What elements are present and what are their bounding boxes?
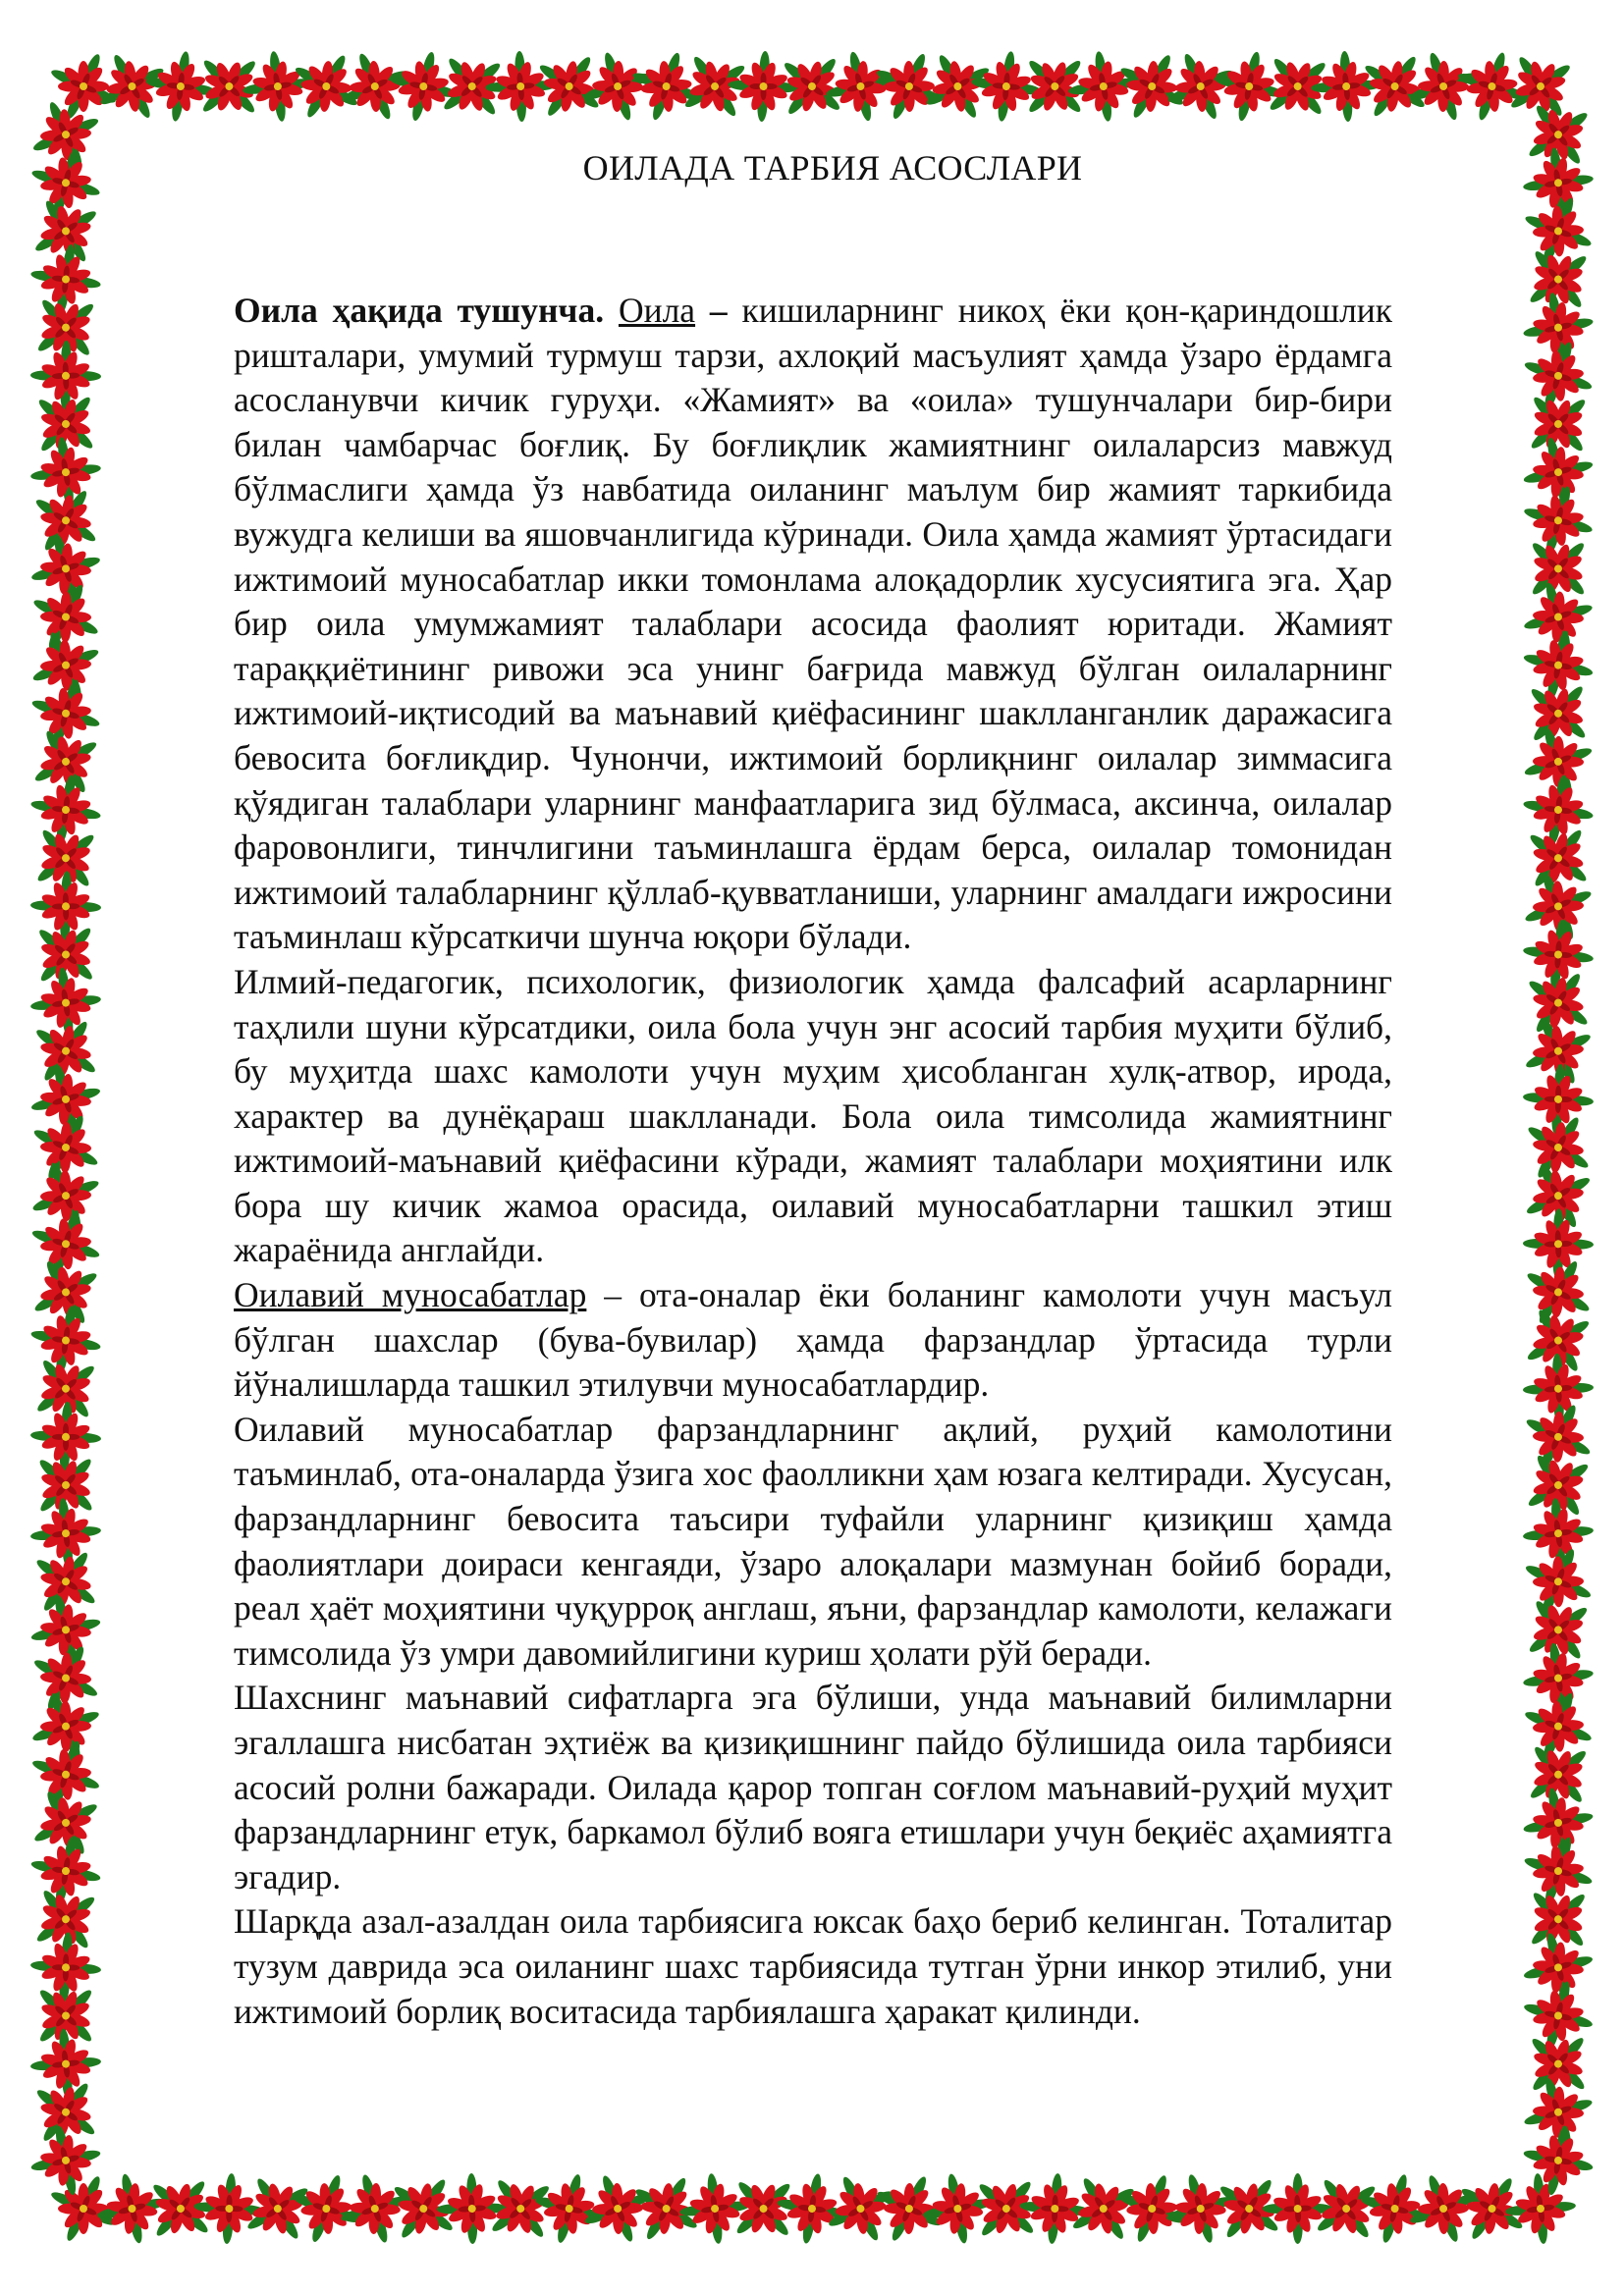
- paragraph-3-text: – ота-оналар ёки боланинг камолоти учун масъул бўлган шахслар (бува-бувилар) ҳамда фарзандлар ўртасида турли йўналишларда ташкил этилувчи муносабатлардир.: [234, 1275, 1392, 1405]
- page-title: ОИЛАДА ТАРБИЯ АСОСЛАРИ: [582, 148, 1083, 187]
- border-bottom: [49, 2161, 1587, 2257]
- poinsettia-flower: [49, 2174, 117, 2242]
- paragraph-1: [234, 289, 1392, 960]
- border-right: [1510, 88, 1606, 2202]
- paragraph-2: Илмий-педагогик, психологик, физиологик ҳамда фалсафий асарларнинг таҳлили шуни кўрсатдики, оила бола учун энг асосий тарбия муҳити бўлиб, бу муҳитда шахс камолоти учун муҳим ҳисобланган хулқ-атвор, ирода, характер ва дунёқараш шаклланади. Бола оила тимсолида жамиятнинг ижтимоий-маънавий қиёфасини кўради, жамият талаблари моҳиятини илк бора шу кичик жамоа орасида, оилавий муносабатларни ташкил этиш жараёнида англайди.: [234, 961, 1392, 1270]
- dash: –: [695, 291, 742, 330]
- border-left: [18, 86, 114, 2208]
- poinsettia-flower: [1522, 195, 1594, 267]
- poinsettia-flower: [22, 1923, 110, 2011]
- term-oila: Оила: [618, 291, 696, 330]
- paragraph-1-text: кишиларнинг никоҳ ёки қон-қариндошлик ришталари, умумий турмуш тарзи, ахлоқий масъулият ҳамда ўзаро ёрдамга асосланувчи кичик гуруҳи. «Жамият» ва «оила» тушунчалари бир-бири билан чамбарчас боғлиқ. Бу боғлиқлик жамиятнинг оилаларсиз мавжуд бўлмаслиги ҳамда ўз навбатида оиланинг маълум бир жамият таркибида вужудга келиши ва яшовчанлигида кўринади. Оила ҳамда жамият ўртасидаги ижтимоий муносабатлар икки томонлама алоқадорлик хусусиятига эга. Ҳар бир оила умумжамият талаблари асосида фаолият юритади. Жамият тараққиётининг ривожи эса унинг бағрида мавжуд бўлган оилаларнинг ижтимоий-иқтисодий ва маънавий қиёфасининг шаклланганлик даражасига бевосита боғлиқдир. Чунончи, ижтимоий борлиқнинг оилалар зиммасига қўядиган талаблари уларнинг манфаатларига зид бўлмаса, аксинча, оилалар фаровонлиги, тинчлигини таъминлашга ёрдам берса, оилалар томонидан ижтимоий талабларнинг қўллаб-қувватланиши, уларнинг амалдаги ижросини таъминлаш кўрсаткичи шунча юқори бўлади.: [234, 291, 1393, 957]
- paragraph-4: Оилавий муносабатлар фарзандларнинг ақлий, руҳий камолотини таъминлаб, ота-оналарда ўзига хос фаолликни ҳам юзага келтиради. Хусусан, фарзандларнинг бевосита таъсири туфайли уларнинг қизиқиш ҳамда фаолиятлари доираси кенгаяди, ўзаро алоқалари мазмунан бойиб боради, реал ҳаёт моҳиятини чуқурроқ англаш, яъни, фарзандлар камолоти, келажаги тимсолида ўз умри давомийлигини куриш ҳолати рўй беради.: [234, 1409, 1392, 1673]
- poinsettia-flower: [1524, 1547, 1594, 1617]
- poinsettia-flower: [875, 52, 945, 122]
- paragraph-3: [234, 1273, 1392, 1408]
- poinsettia-flower: [22, 1393, 110, 1481]
- term-family-relations: Оилавий муносабатлар: [234, 1275, 587, 1315]
- border-top: [49, 38, 1587, 134]
- paragraph-5: Шахснинг маънавий сифатларга эга бўлиши, унда маънавий билимларни эгаллашга нисбатан эҳтиёж ва қизиқишнинг пайдо бўлишида оила тарбияси асосий ролни бажаради. Оилада қарор топган соғлом маънавий-руҳий муҳит фарзандларнинг етук, баркамол бўлиб вояга етишлари учун беқиёс аҳамиятга эгадир.: [234, 1678, 1392, 1896]
- poinsettia-flower: [1523, 1402, 1594, 1472]
- document-body: [234, 147, 1392, 2034]
- poinsettia-flower: [21, 862, 110, 951]
- paragraph-6: Шарқда азал-азалдан оила тарбиясига юксак баҳо бериб келинган. Тоталитар тузум даврида эса оиланинг шахс тарбиясида тутган ўрни инкор этилиб, уни ижтимоий борлиқ воситасида тарбиялашга ҳаракат қилинди.: [234, 1901, 1392, 2031]
- section-heading: Оила ҳақида тушунча.: [234, 291, 605, 330]
